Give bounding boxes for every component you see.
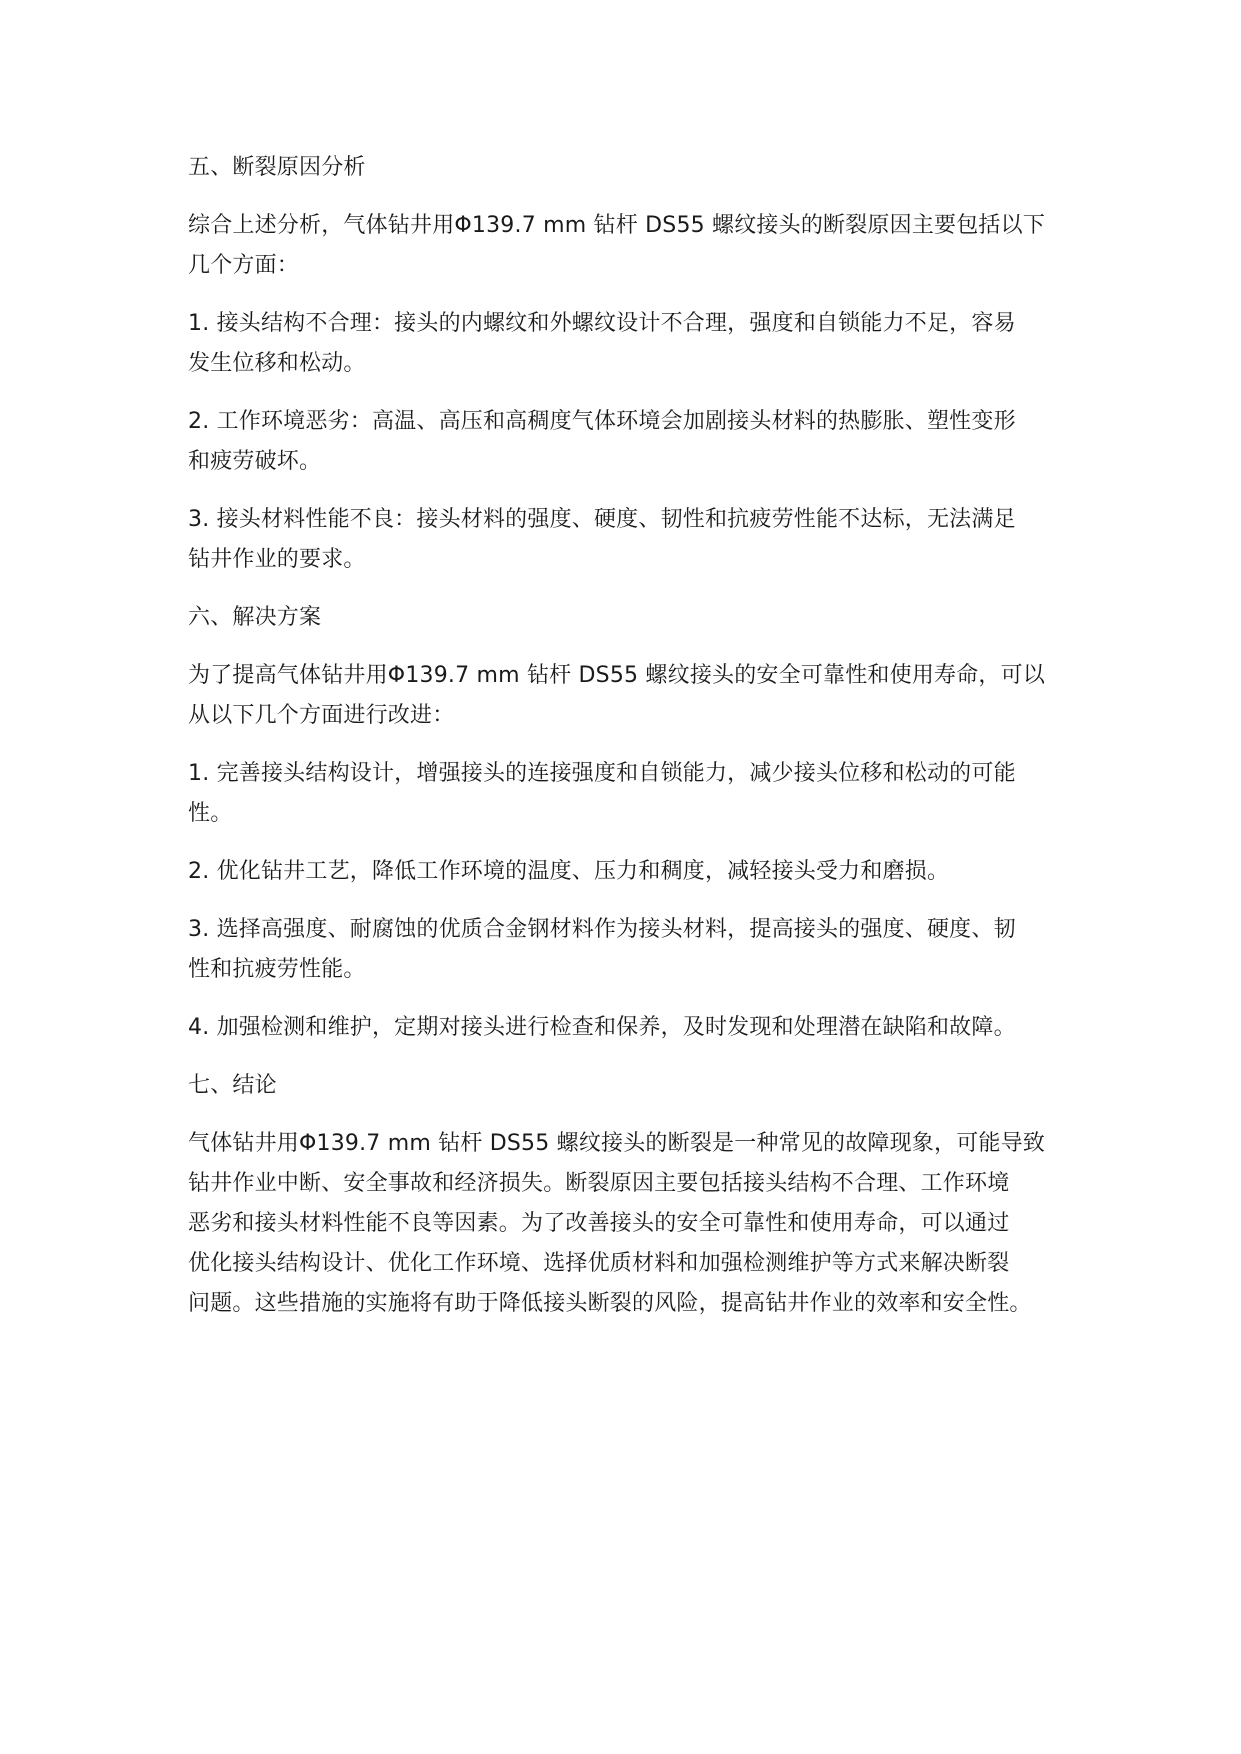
section-heading: 六、解决方案 bbox=[188, 605, 322, 630]
text-line: 问题。这些措施的实施将有助于降低接头断裂的风险，提高钻井作业的效率和安全性。 bbox=[188, 1291, 1032, 1316]
text-line: 恶劣和接头材料性能不良等因素。为了改善接头的安全可靠性和使用寿命，可以通过 bbox=[188, 1211, 1010, 1236]
document-page bbox=[188, 148, 1088, 1324]
text-line: 和疲劳破坏。 bbox=[188, 449, 322, 474]
text-line: 几个方面： bbox=[188, 253, 300, 278]
text-line: 1. 接头结构不合理：接头的内螺纹和外螺纹设计不合理，强度和自锁能力不足，容易 bbox=[188, 311, 1016, 336]
text-line: 性。 bbox=[188, 801, 233, 826]
section-heading: 七、结论 bbox=[188, 1073, 277, 1098]
text-line: 钻井作业的要求。 bbox=[188, 547, 366, 572]
text-line: 1. 完善接头结构设计，增强接头的连接强度和自锁能力，减少接头位移和松动的可能 bbox=[188, 761, 1016, 786]
text-line: 2. 优化钻井工艺，降低工作环境的温度、压力和稠度，减轻接头受力和磨损。 bbox=[188, 859, 950, 884]
text-line: 从以下几个方面进行改进： bbox=[188, 703, 455, 728]
text-line: 性和抗疲劳性能。 bbox=[188, 957, 366, 982]
text-line: 3. 接头材料性能不良：接头材料的强度、硬度、韧性和抗疲劳性能不达标，无法满足 bbox=[188, 507, 1016, 532]
paragraph bbox=[188, 1008, 1088, 1048]
paragraph bbox=[188, 656, 1088, 736]
text-line: 为了提高气体钻井用Φ139.7 mm 钻杆 DS55 螺纹接头的安全可靠性和使用寿命，可以 bbox=[188, 663, 1046, 688]
paragraph bbox=[188, 304, 1088, 384]
text-line: 2. 工作环境恶劣：高温、高压和高稠度气体环境会加剧接头材料的热膨胀、塑性变形 bbox=[188, 409, 1016, 434]
paragraph bbox=[188, 910, 1088, 990]
text-line: 3. 选择高强度、耐腐蚀的优质合金钢材料作为接头材料，提高接头的强度、硬度、韧 bbox=[188, 917, 1016, 942]
paragraph bbox=[188, 402, 1088, 482]
text-line: 气体钻井用Φ139.7 mm 钻杆 DS55 螺纹接头的断裂是一种常见的故障现象，可能导致 bbox=[188, 1131, 1046, 1156]
text-line: 钻井作业中断、安全事故和经济损失。断裂原因主要包括接头结构不合理、工作环境 bbox=[188, 1171, 1010, 1196]
paragraph bbox=[188, 754, 1088, 834]
section-heading: 五、断裂原因分析 bbox=[188, 155, 366, 180]
text-line: 发生位移和松动。 bbox=[188, 351, 366, 376]
paragraph bbox=[188, 206, 1088, 286]
paragraph bbox=[188, 852, 1088, 892]
text-line: 综合上述分析，气体钻井用Φ139.7 mm 钻杆 DS55 螺纹接头的断裂原因主要包括以下 bbox=[188, 213, 1046, 238]
paragraph bbox=[188, 1124, 1088, 1324]
text-line: 4. 加强检测和维护，定期对接头进行检查和保养，及时发现和处理潜在缺陷和故障。 bbox=[188, 1015, 1016, 1040]
text-line: 优化接头结构设计、优化工作环境、选择优质材料和加强检测维护等方式来解决断裂 bbox=[188, 1251, 1010, 1276]
paragraph bbox=[188, 500, 1088, 580]
